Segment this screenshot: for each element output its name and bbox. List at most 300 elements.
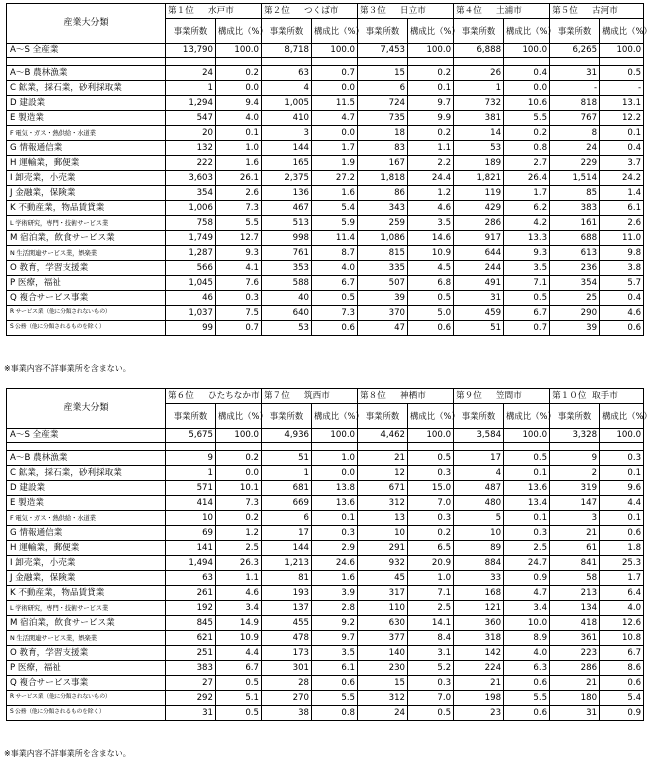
spacer-cell [600, 443, 644, 451]
establishment-count: 381 [454, 111, 504, 126]
share-column-header: 構成比（%） [600, 404, 644, 429]
establishment-count: 192 [166, 601, 216, 616]
industry-label: A～S 全産業 [7, 429, 166, 443]
spacer-cell [166, 58, 216, 66]
share-column-header: 構成比（%） [312, 19, 358, 44]
share-percent: 4.6 [600, 306, 644, 321]
spacer-cell [550, 443, 600, 451]
share-percent: 0.1 [216, 126, 262, 141]
establishment-count: 6 [358, 81, 408, 96]
spacer-cell [408, 443, 454, 451]
establishment-count: 621 [166, 631, 216, 646]
establishment-count: 10 [166, 511, 216, 526]
share-percent: 10.9 [216, 631, 262, 646]
establishment-count: 31 [550, 706, 600, 721]
industry-label: Q 複合サービス事業 [7, 291, 166, 306]
establishment-count: 17 [262, 526, 312, 541]
establishment-count: 370 [358, 306, 408, 321]
share-percent: 1.2 [408, 186, 454, 201]
share-percent: 7.3 [216, 496, 262, 511]
share-percent: 7.1 [504, 276, 550, 291]
share-column-header: 構成比（%） [216, 404, 262, 429]
city-name: 古河市 [592, 5, 618, 16]
share-column-header: 構成比（%） [408, 404, 454, 429]
establishment-count: 480 [454, 496, 504, 511]
establishment-count: 137 [262, 601, 312, 616]
industry-label: Q 複合サービス事業 [7, 676, 166, 691]
share-percent: 6.7 [312, 276, 358, 291]
share-percent: 0.1 [504, 511, 550, 526]
table-row [7, 571, 644, 586]
share-percent: 1.0 [312, 451, 358, 466]
share-column-header: 構成比（%） [600, 19, 644, 44]
establishment-count: 998 [262, 231, 312, 246]
industry-column-header: 産業大分類 [7, 4, 166, 44]
rank-label: 第７位 [264, 390, 290, 401]
share-percent: 0.3 [504, 526, 550, 541]
establishment-count: 644 [454, 246, 504, 261]
industry-label: R サービス業（他に分類されないもの） [7, 306, 166, 321]
establishment-count: 292 [166, 691, 216, 706]
industry-label: S 公務（他に分類されるものを除く） [7, 706, 166, 721]
establishment-count: 459 [454, 306, 504, 321]
share-percent: 3.5 [504, 261, 550, 276]
establishment-count: 25 [550, 291, 600, 306]
establishment-count: 1 [454, 81, 504, 96]
share-percent: 1.7 [504, 186, 550, 201]
table-row [7, 646, 644, 661]
spacer-cell [7, 58, 166, 66]
share-percent: 20.9 [408, 556, 454, 571]
establishment-count: 286 [454, 216, 504, 231]
industry-label: A～S 全産業 [7, 44, 166, 58]
share-percent: 12.2 [600, 111, 644, 126]
establishment-count: 724 [358, 96, 408, 111]
table-row [7, 661, 644, 676]
count-column-header: 事業所数 [358, 19, 408, 44]
rank-label: 第９位 [456, 390, 482, 401]
establishment-count: 566 [166, 261, 216, 276]
establishment-count: 20 [166, 126, 216, 141]
share-percent: 0.1 [312, 511, 358, 526]
establishment-count: 31 [550, 66, 600, 81]
city-name: 筑西市 [304, 390, 330, 401]
establishment-count: 815 [358, 246, 408, 261]
table-row [7, 586, 644, 601]
share-percent: 9.3 [504, 246, 550, 261]
table-row [7, 496, 644, 511]
share-percent: 0.4 [600, 291, 644, 306]
share-percent: 100.0 [408, 429, 454, 443]
share-percent: 1.1 [408, 141, 454, 156]
share-percent: 0.7 [504, 321, 550, 336]
share-percent: 8.6 [600, 661, 644, 676]
share-percent: 7.3 [312, 306, 358, 321]
establishment-count: 478 [262, 631, 312, 646]
table-row [7, 276, 644, 291]
share-percent: 0.5 [408, 706, 454, 721]
table-row [7, 541, 644, 556]
industry-label: C 鉱業，採石業，砂利採取業 [7, 81, 166, 96]
table-row [7, 676, 644, 691]
establishment-count: 1,287 [166, 246, 216, 261]
share-percent: 0.0 [312, 81, 358, 96]
establishment-count: 224 [454, 661, 504, 676]
establishment-count: 144 [262, 141, 312, 156]
establishment-count: 63 [262, 66, 312, 81]
establishment-count: 47 [358, 321, 408, 336]
ranking-table-6-10 [6, 388, 652, 721]
establishment-count: 4 [454, 466, 504, 481]
share-column-header: 構成比（%） [408, 19, 454, 44]
share-percent: 0.3 [312, 526, 358, 541]
share-percent: 0.0 [312, 466, 358, 481]
share-percent: 6.7 [600, 646, 644, 661]
spacer-row [7, 58, 644, 66]
establishment-count: 53 [454, 141, 504, 156]
establishment-count: 83 [358, 141, 408, 156]
share-percent: 6.7 [504, 306, 550, 321]
establishment-count: 410 [262, 111, 312, 126]
share-percent: 1.7 [600, 571, 644, 586]
share-percent: 14.9 [216, 616, 262, 631]
establishment-count: 3,584 [454, 429, 504, 443]
establishment-count: 165 [262, 156, 312, 171]
share-percent: 6.7 [216, 661, 262, 676]
industry-label: P 医療，福祉 [7, 661, 166, 676]
table-row [7, 511, 644, 526]
establishment-count: 681 [262, 481, 312, 496]
table-row [7, 171, 644, 186]
industry-label: M 宿泊業，飲食サービス業 [7, 616, 166, 631]
establishment-count: 15 [358, 66, 408, 81]
establishment-count: 193 [262, 586, 312, 601]
share-percent: 10.1 [216, 481, 262, 496]
industry-label: O 教育，学習支援業 [7, 261, 166, 276]
establishment-count: 354 [166, 186, 216, 201]
establishment-count: 6 [262, 511, 312, 526]
table-row [7, 156, 644, 171]
share-percent: 2.8 [312, 601, 358, 616]
share-percent: 2.6 [216, 186, 262, 201]
share-percent: 3.5 [312, 646, 358, 661]
share-percent: 5.2 [408, 661, 454, 676]
share-percent: 6.3 [504, 661, 550, 676]
establishment-count: 491 [454, 276, 504, 291]
count-column-header: 事業所数 [454, 404, 504, 429]
share-percent: 0.7 [312, 66, 358, 81]
table-row [7, 616, 644, 631]
industry-label: R サービス業（他に分類されないもの） [7, 691, 166, 706]
share-percent: 3.7 [600, 156, 644, 171]
establishment-count: 142 [454, 646, 504, 661]
industry-label: O 教育，学習支援業 [7, 646, 166, 661]
share-percent: - [600, 81, 644, 96]
share-percent: 3.5 [408, 216, 454, 231]
share-percent: 14.6 [408, 231, 454, 246]
industry-label: E 製造業 [7, 111, 166, 126]
share-percent: 9.7 [312, 631, 358, 646]
share-percent: 3.4 [504, 601, 550, 616]
establishment-count: 3 [262, 126, 312, 141]
establishment-count: 51 [262, 451, 312, 466]
city-name: 水戸市 [208, 5, 234, 16]
table-row [7, 306, 644, 321]
establishment-count: 383 [166, 661, 216, 676]
share-percent: 0.5 [600, 66, 644, 81]
share-percent: 1.2 [216, 526, 262, 541]
share-column-header: 構成比（%） [504, 19, 550, 44]
establishment-count: 39 [550, 321, 600, 336]
table-row [7, 631, 644, 646]
city-name: 取手市 [592, 390, 618, 401]
table-row [7, 111, 644, 126]
establishment-count: 1,818 [358, 171, 408, 186]
share-percent: 0.5 [216, 706, 262, 721]
establishment-count: 110 [358, 601, 408, 616]
establishment-count: 26 [454, 66, 504, 81]
table-row [7, 81, 644, 96]
industry-label: H 運輸業，郵便業 [7, 156, 166, 171]
share-percent: 100.0 [312, 44, 358, 58]
table-row [7, 126, 644, 141]
establishment-count: 8,718 [262, 44, 312, 58]
establishment-count: 319 [550, 481, 600, 496]
share-percent: 100.0 [312, 429, 358, 443]
establishment-count: 290 [550, 306, 600, 321]
share-percent: 100.0 [600, 44, 644, 58]
spacer-cell [166, 443, 216, 451]
share-percent: 6.1 [312, 661, 358, 676]
establishment-count: 1,005 [262, 96, 312, 111]
industry-label: G 情報通信業 [7, 526, 166, 541]
rank-label: 第５位 [552, 5, 578, 16]
ranking-table-top-5 [6, 3, 652, 336]
share-percent: 5.5 [312, 691, 358, 706]
spacer-cell [312, 443, 358, 451]
establishment-count: 173 [262, 646, 312, 661]
share-percent: 0.7 [216, 321, 262, 336]
spacer-row [7, 443, 644, 451]
establishment-count: 312 [358, 691, 408, 706]
establishment-count: 27 [166, 676, 216, 691]
establishment-count: 18 [358, 126, 408, 141]
establishment-count: 140 [358, 646, 408, 661]
establishment-count: 39 [358, 291, 408, 306]
share-percent: 0.3 [408, 676, 454, 691]
share-percent: 5.5 [504, 111, 550, 126]
share-percent: 3.4 [216, 601, 262, 616]
establishment-count: 669 [262, 496, 312, 511]
count-column-header: 事業所数 [358, 404, 408, 429]
establishment-count: 1,006 [166, 201, 216, 216]
establishment-count: 236 [550, 261, 600, 276]
city-rank-header [454, 389, 550, 404]
share-percent: 5.5 [216, 216, 262, 231]
industry-label: D 建設業 [7, 96, 166, 111]
city-rank-header [358, 4, 454, 19]
establishment-count: 547 [166, 111, 216, 126]
share-percent: 0.2 [408, 126, 454, 141]
share-percent: 0.6 [312, 676, 358, 691]
share-percent: 0.9 [504, 571, 550, 586]
establishment-count: 21 [550, 676, 600, 691]
establishment-count: 99 [166, 321, 216, 336]
share-percent: 5.4 [600, 691, 644, 706]
establishment-count: 10 [358, 526, 408, 541]
share-percent: 0.5 [312, 291, 358, 306]
establishment-count: 45 [358, 571, 408, 586]
share-percent: 6.8 [408, 276, 454, 291]
share-percent: 100.0 [408, 44, 454, 58]
spacer-cell [504, 58, 550, 66]
share-percent: 24.4 [408, 171, 454, 186]
share-percent: 4.6 [408, 201, 454, 216]
establishment-count: 31 [454, 291, 504, 306]
industry-label: K 不動産業，物品賃貸業 [7, 586, 166, 601]
share-percent: 7.0 [408, 496, 454, 511]
share-percent: 7.5 [216, 306, 262, 321]
establishment-count: 301 [262, 661, 312, 676]
establishment-count: 134 [550, 601, 600, 616]
establishment-count: 8 [550, 126, 600, 141]
establishment-count: 1,294 [166, 96, 216, 111]
establishment-count: 229 [550, 156, 600, 171]
establishment-count: 1,749 [166, 231, 216, 246]
establishment-count: 291 [358, 541, 408, 556]
table-row [7, 66, 644, 81]
share-percent: 1.7 [312, 141, 358, 156]
share-percent: 11.4 [312, 231, 358, 246]
establishment-count: 588 [262, 276, 312, 291]
share-percent: 4.6 [216, 586, 262, 601]
industry-label: C 鉱業，採石業，砂利採取業 [7, 466, 166, 481]
industry-label: N 生活関連サービス業，娯楽業 [7, 631, 166, 646]
establishment-count: 5,675 [166, 429, 216, 443]
share-percent: 9.8 [600, 246, 644, 261]
rank-label: 第２位 [264, 5, 290, 16]
share-percent: 0.1 [600, 466, 644, 481]
table-row [7, 231, 644, 246]
establishment-count: 1 [166, 81, 216, 96]
establishment-count: 53 [262, 321, 312, 336]
share-percent: 24.2 [600, 171, 644, 186]
share-percent: 0.3 [408, 511, 454, 526]
establishment-count: 161 [550, 216, 600, 231]
establishment-count: 841 [550, 556, 600, 571]
share-percent: 26.3 [216, 556, 262, 571]
share-percent: 0.5 [504, 291, 550, 306]
establishment-count: 9 [166, 451, 216, 466]
share-percent: 0.9 [600, 706, 644, 721]
share-percent: 9.6 [600, 481, 644, 496]
count-column-header: 事業所数 [262, 19, 312, 44]
share-percent: 8.9 [504, 631, 550, 646]
share-percent: 4.5 [408, 261, 454, 276]
industry-label: S 公務（他に分類されるものを除く） [7, 321, 166, 336]
share-percent: 25.3 [600, 556, 644, 571]
table-row [7, 526, 644, 541]
share-percent: 100.0 [504, 44, 550, 58]
share-percent: 0.0 [216, 466, 262, 481]
spacer-cell [358, 443, 408, 451]
industry-label: H 運輸業，郵便業 [7, 541, 166, 556]
industry-label: J 金融業，保険業 [7, 186, 166, 201]
establishment-count: 121 [454, 601, 504, 616]
share-percent: 12.6 [600, 616, 644, 631]
establishment-count: 688 [550, 231, 600, 246]
establishment-count: 222 [166, 156, 216, 171]
establishment-count: 85 [550, 186, 600, 201]
share-percent: 0.2 [408, 66, 454, 81]
establishment-count: 414 [166, 496, 216, 511]
share-percent: 1.6 [312, 186, 358, 201]
establishment-count: 259 [358, 216, 408, 231]
establishment-count: 24 [550, 141, 600, 156]
share-percent: 0.3 [216, 291, 262, 306]
table-row [7, 186, 644, 201]
establishment-count: 613 [550, 246, 600, 261]
spacer-cell [550, 58, 600, 66]
share-percent: 26.1 [216, 171, 262, 186]
share-percent: 13.4 [504, 496, 550, 511]
industry-label: D 建設業 [7, 481, 166, 496]
share-percent: 4.1 [216, 261, 262, 276]
share-percent: 0.3 [600, 451, 644, 466]
establishment-count: 189 [454, 156, 504, 171]
share-percent: 14.1 [408, 616, 454, 631]
industry-label: G 情報通信業 [7, 141, 166, 156]
share-percent: 2.7 [504, 156, 550, 171]
share-percent: 6.4 [600, 586, 644, 601]
share-percent: 1.8 [600, 541, 644, 556]
share-percent: 10.6 [504, 96, 550, 111]
spacer-cell [216, 58, 262, 66]
share-percent: 7.6 [216, 276, 262, 291]
establishment-count: 630 [358, 616, 408, 631]
share-percent: 10.9 [408, 246, 454, 261]
establishment-count: 732 [454, 96, 504, 111]
share-percent: 4.4 [600, 496, 644, 511]
establishment-count: 513 [262, 216, 312, 231]
share-percent: 2.5 [216, 541, 262, 556]
establishment-count: 286 [550, 661, 600, 676]
city-name: 土浦市 [496, 5, 522, 16]
share-percent: 0.1 [408, 81, 454, 96]
table-row [7, 246, 644, 261]
establishment-count: 136 [262, 186, 312, 201]
establishment-count: 318 [454, 631, 504, 646]
share-percent: 5.5 [504, 691, 550, 706]
share-percent: 8.7 [312, 246, 358, 261]
share-percent: 11.0 [600, 231, 644, 246]
footnote-1: ※事業内容不詳事業所を含まない。 [4, 364, 131, 373]
establishment-count: 1 [262, 466, 312, 481]
establishment-count: 6,888 [454, 44, 504, 58]
establishment-count: 1,514 [550, 171, 600, 186]
header-row-ranks [7, 389, 644, 404]
share-percent: 0.6 [504, 706, 550, 721]
establishment-count: 735 [358, 111, 408, 126]
share-column-header: 構成比（%） [216, 19, 262, 44]
share-percent: 4.0 [600, 601, 644, 616]
spacer-cell [358, 58, 408, 66]
establishment-count: 61 [550, 541, 600, 556]
establishment-count: 17 [454, 451, 504, 466]
city-rank-header [358, 389, 454, 404]
share-percent: 0.8 [312, 706, 358, 721]
establishment-count: 1,086 [358, 231, 408, 246]
